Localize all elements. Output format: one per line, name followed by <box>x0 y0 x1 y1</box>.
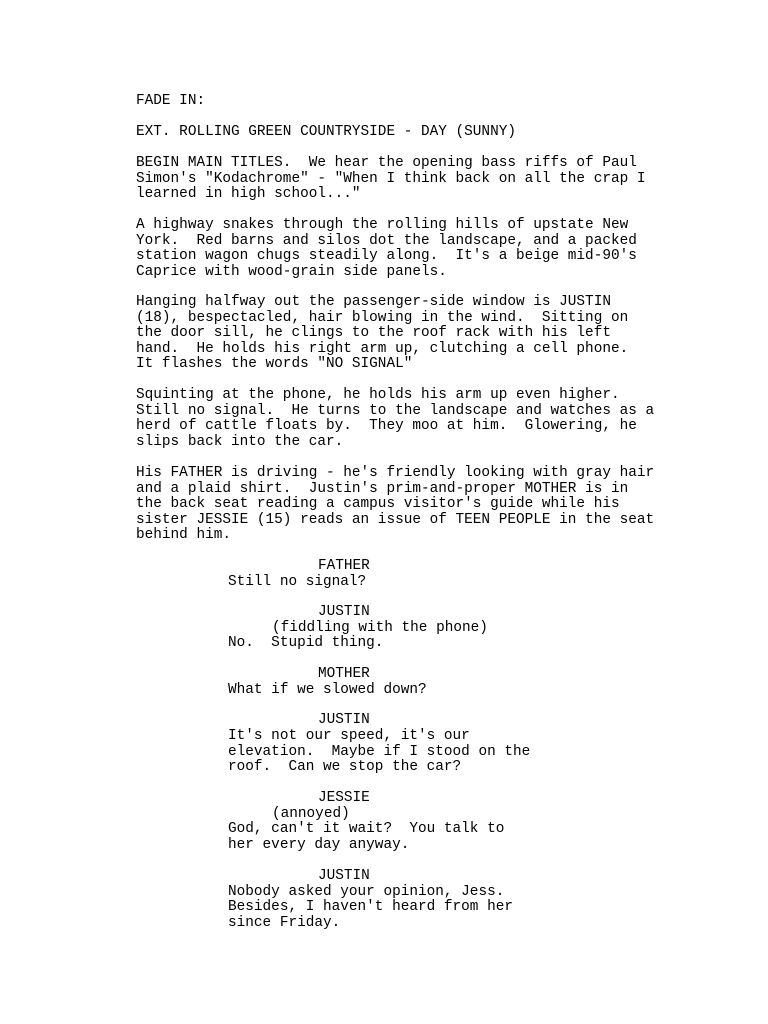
action-line: Still no signal. He turns to the landscape and watches as a <box>136 402 655 419</box>
dialogue-line: Still no signal? <box>228 573 367 590</box>
dialogue-line: What if we slowed down? <box>228 681 427 698</box>
action-line: the door sill, he clings to the roof rack with his left <box>136 325 611 341</box>
action-line: Caprice with wood-grain side panels. <box>136 263 447 280</box>
action-line: hand. He holds his right arm up, clutching a cell phone. <box>136 340 629 357</box>
character-name: JESSIE <box>318 790 370 806</box>
parenthetical: (annoyed) <box>272 805 350 822</box>
action-line: learned in high school..." <box>136 186 361 202</box>
parenthetical: (fiddling with the phone) <box>272 619 488 636</box>
dialogue-line: Nobody asked your opinion, Jess. <box>228 883 505 900</box>
action-line: and a plaid shirt. Justin's prim-and-proper MOTHER is in <box>136 480 629 497</box>
action-line: BEGIN MAIN TITLES. We hear the opening bass riffs of Paul <box>136 155 637 171</box>
action-line: station wagon chugs steadily along. It's a beige mid-90's <box>136 248 637 264</box>
dialogue-line: God, can't it wait? You talk to <box>228 821 505 837</box>
dialogue-line: since Friday. <box>228 914 341 931</box>
action-line: slips back into the car. <box>136 433 344 450</box>
transition-fade-in: FADE IN: <box>136 93 206 109</box>
dialogue-line: It's not our speed, it's our <box>228 728 470 744</box>
action-line: herd of cattle floats by. They moo at him. Glowering, he <box>136 418 637 434</box>
action-line: A highway snakes through the rolling hills of upstate New <box>136 217 629 233</box>
dialogue-line: roof. Can we stop the car? <box>228 759 462 775</box>
action-line: Squinting at the phone, he holds his arm up even higher. <box>136 387 620 403</box>
action-line: York. Red barns and silos dot the landscape, and a packed <box>136 232 637 249</box>
scene-heading: EXT. ROLLING GREEN COUNTRYSIDE - DAY (SUNNY) <box>136 124 516 140</box>
dialogue-line: her every day anyway. <box>228 836 410 853</box>
action-line: It flashes the words "NO SIGNAL" <box>136 356 413 372</box>
character-name: JUSTIN <box>318 868 370 884</box>
action-line: His FATHER is driving - he's friendly looking with gray hair <box>136 465 655 481</box>
action-line: Hanging halfway out the passenger-side window is JUSTIN <box>136 294 611 310</box>
action-line: behind him. <box>136 527 231 543</box>
action-line: sister JESSIE (15) reads an issue of TEEN PEOPLE in the seat <box>136 511 655 528</box>
character-name: JUSTIN <box>318 604 370 620</box>
dialogue-line: elevation. Maybe if I stood on the <box>228 743 531 760</box>
dialogue-line: Besides, I haven't heard from her <box>228 899 513 915</box>
character-name: JUSTIN <box>318 712 370 728</box>
action-line: (18), bespectacled, hair blowing in the wind. Sitting on <box>136 309 629 326</box>
character-name: MOTHER <box>318 666 370 682</box>
character-name: FATHER <box>318 558 370 574</box>
dialogue-line: No. Stupid thing. <box>228 635 384 651</box>
action-line: Simon's "Kodachrome" - "When I think back on all the crap I <box>136 170 646 187</box>
action-line: the back seat reading a campus visitor's guide while his <box>136 496 620 512</box>
